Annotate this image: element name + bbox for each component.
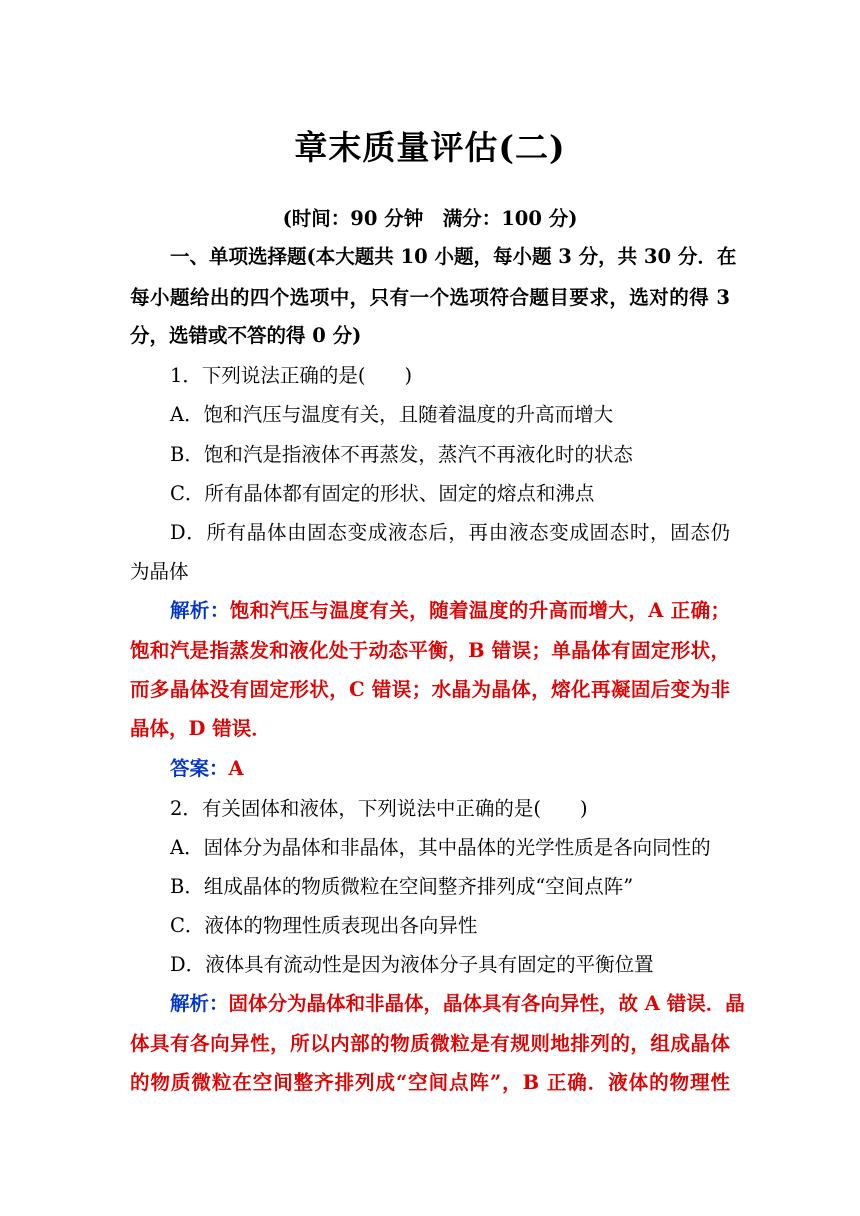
q2-analysis-line-2: 体具有各向异性，所以内部的物质微粒是有规则地排列的，组成晶体 <box>130 1032 730 1055</box>
q2-analysis-label: 解析： <box>170 992 229 1015</box>
q2-option-b: B．组成晶体的物质微粒在空间整齐排列成“空间点阵” <box>170 875 634 898</box>
q1-analysis-line-4: 晶体，D 错误． <box>130 717 271 740</box>
q2-analysis-line-3: 的物质微粒在空间整齐排列成“空间点阵”，B 正确．液体的物理性 <box>130 1071 730 1094</box>
q1-analysis-line-1 <box>170 597 730 625</box>
q2-analysis-line-1 <box>170 990 745 1018</box>
section-intro-line-1 <box>170 243 737 271</box>
q2-option-c: C．液体的物理性质表现出各向异性 <box>170 914 478 937</box>
q2-option-d: D．液体具有流动性是因为液体分子具有固定的平衡位置 <box>170 953 654 976</box>
section-desc-2: 每小题给出的四个选项中，只有一个选项符合题目要求，选对的得 3 <box>130 286 730 309</box>
section-desc-1: (本大题共 10 小题，每小题 3 分，共 30 分．在 <box>306 245 737 268</box>
q1-option-c: C．所有晶体都有固定的形状、固定的熔点和沸点 <box>170 482 595 505</box>
q2-analysis-text-1: 固体分为晶体和非晶体，晶体具有各向异性，故 A 错误．晶 <box>228 992 745 1015</box>
q1-answer-label: 答案： <box>170 757 229 780</box>
section-desc-3: 分，选错或不答的得 0 分) <box>130 324 362 347</box>
q1-option-d-line-2: 为晶体 <box>130 560 189 583</box>
exam-meta: (时间：90 分钟 满分：100 分) <box>282 207 578 230</box>
q2-option-a: A．固体分为晶体和非晶体，其中晶体的光学性质是各向同性的 <box>170 836 711 859</box>
q1-analysis-label: 解析： <box>170 599 230 622</box>
q1-analysis-line-2: 饱和汽是指蒸发和液化处于动态平衡，B 错误；单晶体有固定形状， <box>130 639 730 662</box>
q1-analysis-text-1: 饱和汽压与温度有关，随着温度的升高而增大，A 正确； <box>229 599 730 622</box>
q1-option-b: B．饱和汽是指液体不再蒸发，蒸汽不再液化时的状态 <box>170 443 633 466</box>
q1-answer <box>170 755 730 783</box>
q1-option-d-line-1: D．所有晶体由固态变成液态后，再由液态变成固态时，固态仍 <box>170 521 730 544</box>
page-title: 章末质量评估(二) <box>294 128 566 167</box>
q1-stem: 1．下列说法正确的是( ) <box>170 364 413 387</box>
q1-analysis-line-3: 而多晶体没有固定形状，C 错误；水晶为晶体，熔化再凝固后变为非 <box>130 678 730 701</box>
q1-option-a: A．饱和汽压与温度有关，且随着温度的升高而增大 <box>170 403 614 426</box>
section-heading: 一、单项选择题 <box>170 245 307 268</box>
q2-stem: 2．有关固体和液体，下列说法中正确的是( ) <box>170 797 588 820</box>
q1-answer-value: A <box>228 757 244 780</box>
